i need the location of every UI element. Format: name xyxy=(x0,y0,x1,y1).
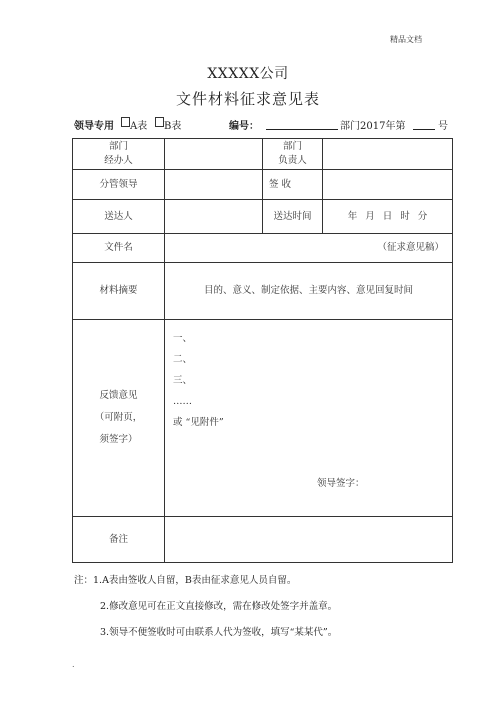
number-suffix: 号 xyxy=(438,121,448,132)
option-a-checkbox[interactable] xyxy=(121,117,130,127)
leader-use-label: 领导专用 xyxy=(74,121,114,132)
delivered-to-field[interactable] xyxy=(165,200,263,234)
notes-section xyxy=(74,568,337,646)
serial-underline[interactable] xyxy=(413,117,435,130)
option-a-label: A表 xyxy=(130,121,148,132)
opinion-form-table xyxy=(72,138,453,563)
dept-head-label: 部门 负责人 xyxy=(263,139,323,170)
supervising-leader-label: 分管领导 xyxy=(73,170,165,200)
header-tag: 精品文档 xyxy=(390,35,422,44)
remarks-label: 备注 xyxy=(73,517,165,563)
summary-field[interactable]: 目的、意义、制定依据、主要内容、意见回复时间 xyxy=(165,263,453,320)
number-label: 编号： xyxy=(229,121,259,132)
company-name: XXXXX公司 xyxy=(207,66,289,82)
feedback-lines: 一、 二、 三、 …… 或 “见附件” xyxy=(173,333,224,428)
dept-handler-field[interactable] xyxy=(165,139,263,170)
dept-year-label: 部门2017年第 xyxy=(340,121,406,132)
dept-head-field[interactable] xyxy=(323,139,453,170)
remarks-field[interactable] xyxy=(165,517,453,563)
option-b-checkbox[interactable] xyxy=(155,117,164,127)
feedback-field[interactable] xyxy=(165,320,453,517)
delivery-time-label: 送达时间 xyxy=(263,200,323,234)
sign-receive-label: 签 收 xyxy=(263,170,323,200)
note-2: 2.修改意见可在正文直接修改，需在修改处签字并盖章。 xyxy=(100,601,338,612)
option-b-label: B表 xyxy=(164,121,182,132)
doc-name-label: 文件名 xyxy=(73,234,165,263)
form-title: 文件材料征求意见表 xyxy=(175,90,320,108)
leader-sign-label: 领导签字： xyxy=(317,478,365,489)
feedback-label: 反馈意见 （可附页， 须签字） xyxy=(73,320,165,517)
supervising-leader-field[interactable] xyxy=(165,170,263,200)
summary-label: 材料摘要 xyxy=(73,263,165,320)
sign-receive-field[interactable] xyxy=(323,170,453,200)
number-underline[interactable] xyxy=(266,117,338,130)
delivery-time-field[interactable]: 年 月 日 时 分 xyxy=(323,200,453,234)
meta-line xyxy=(74,117,454,133)
note-3: 3.领导不便签收时可由联系人代为签收，填写“某某代”。 xyxy=(100,627,338,638)
doc-name-field[interactable]: （征求意见稿） xyxy=(165,234,453,263)
delivered-to-label: 送达人 xyxy=(73,200,165,234)
dept-handler-label: 部门 经办人 xyxy=(73,139,165,170)
footer-mark: . xyxy=(72,660,75,669)
note-1: 注：1.A表由签收人自留，B表由征求意见人员自留。 xyxy=(74,575,297,586)
